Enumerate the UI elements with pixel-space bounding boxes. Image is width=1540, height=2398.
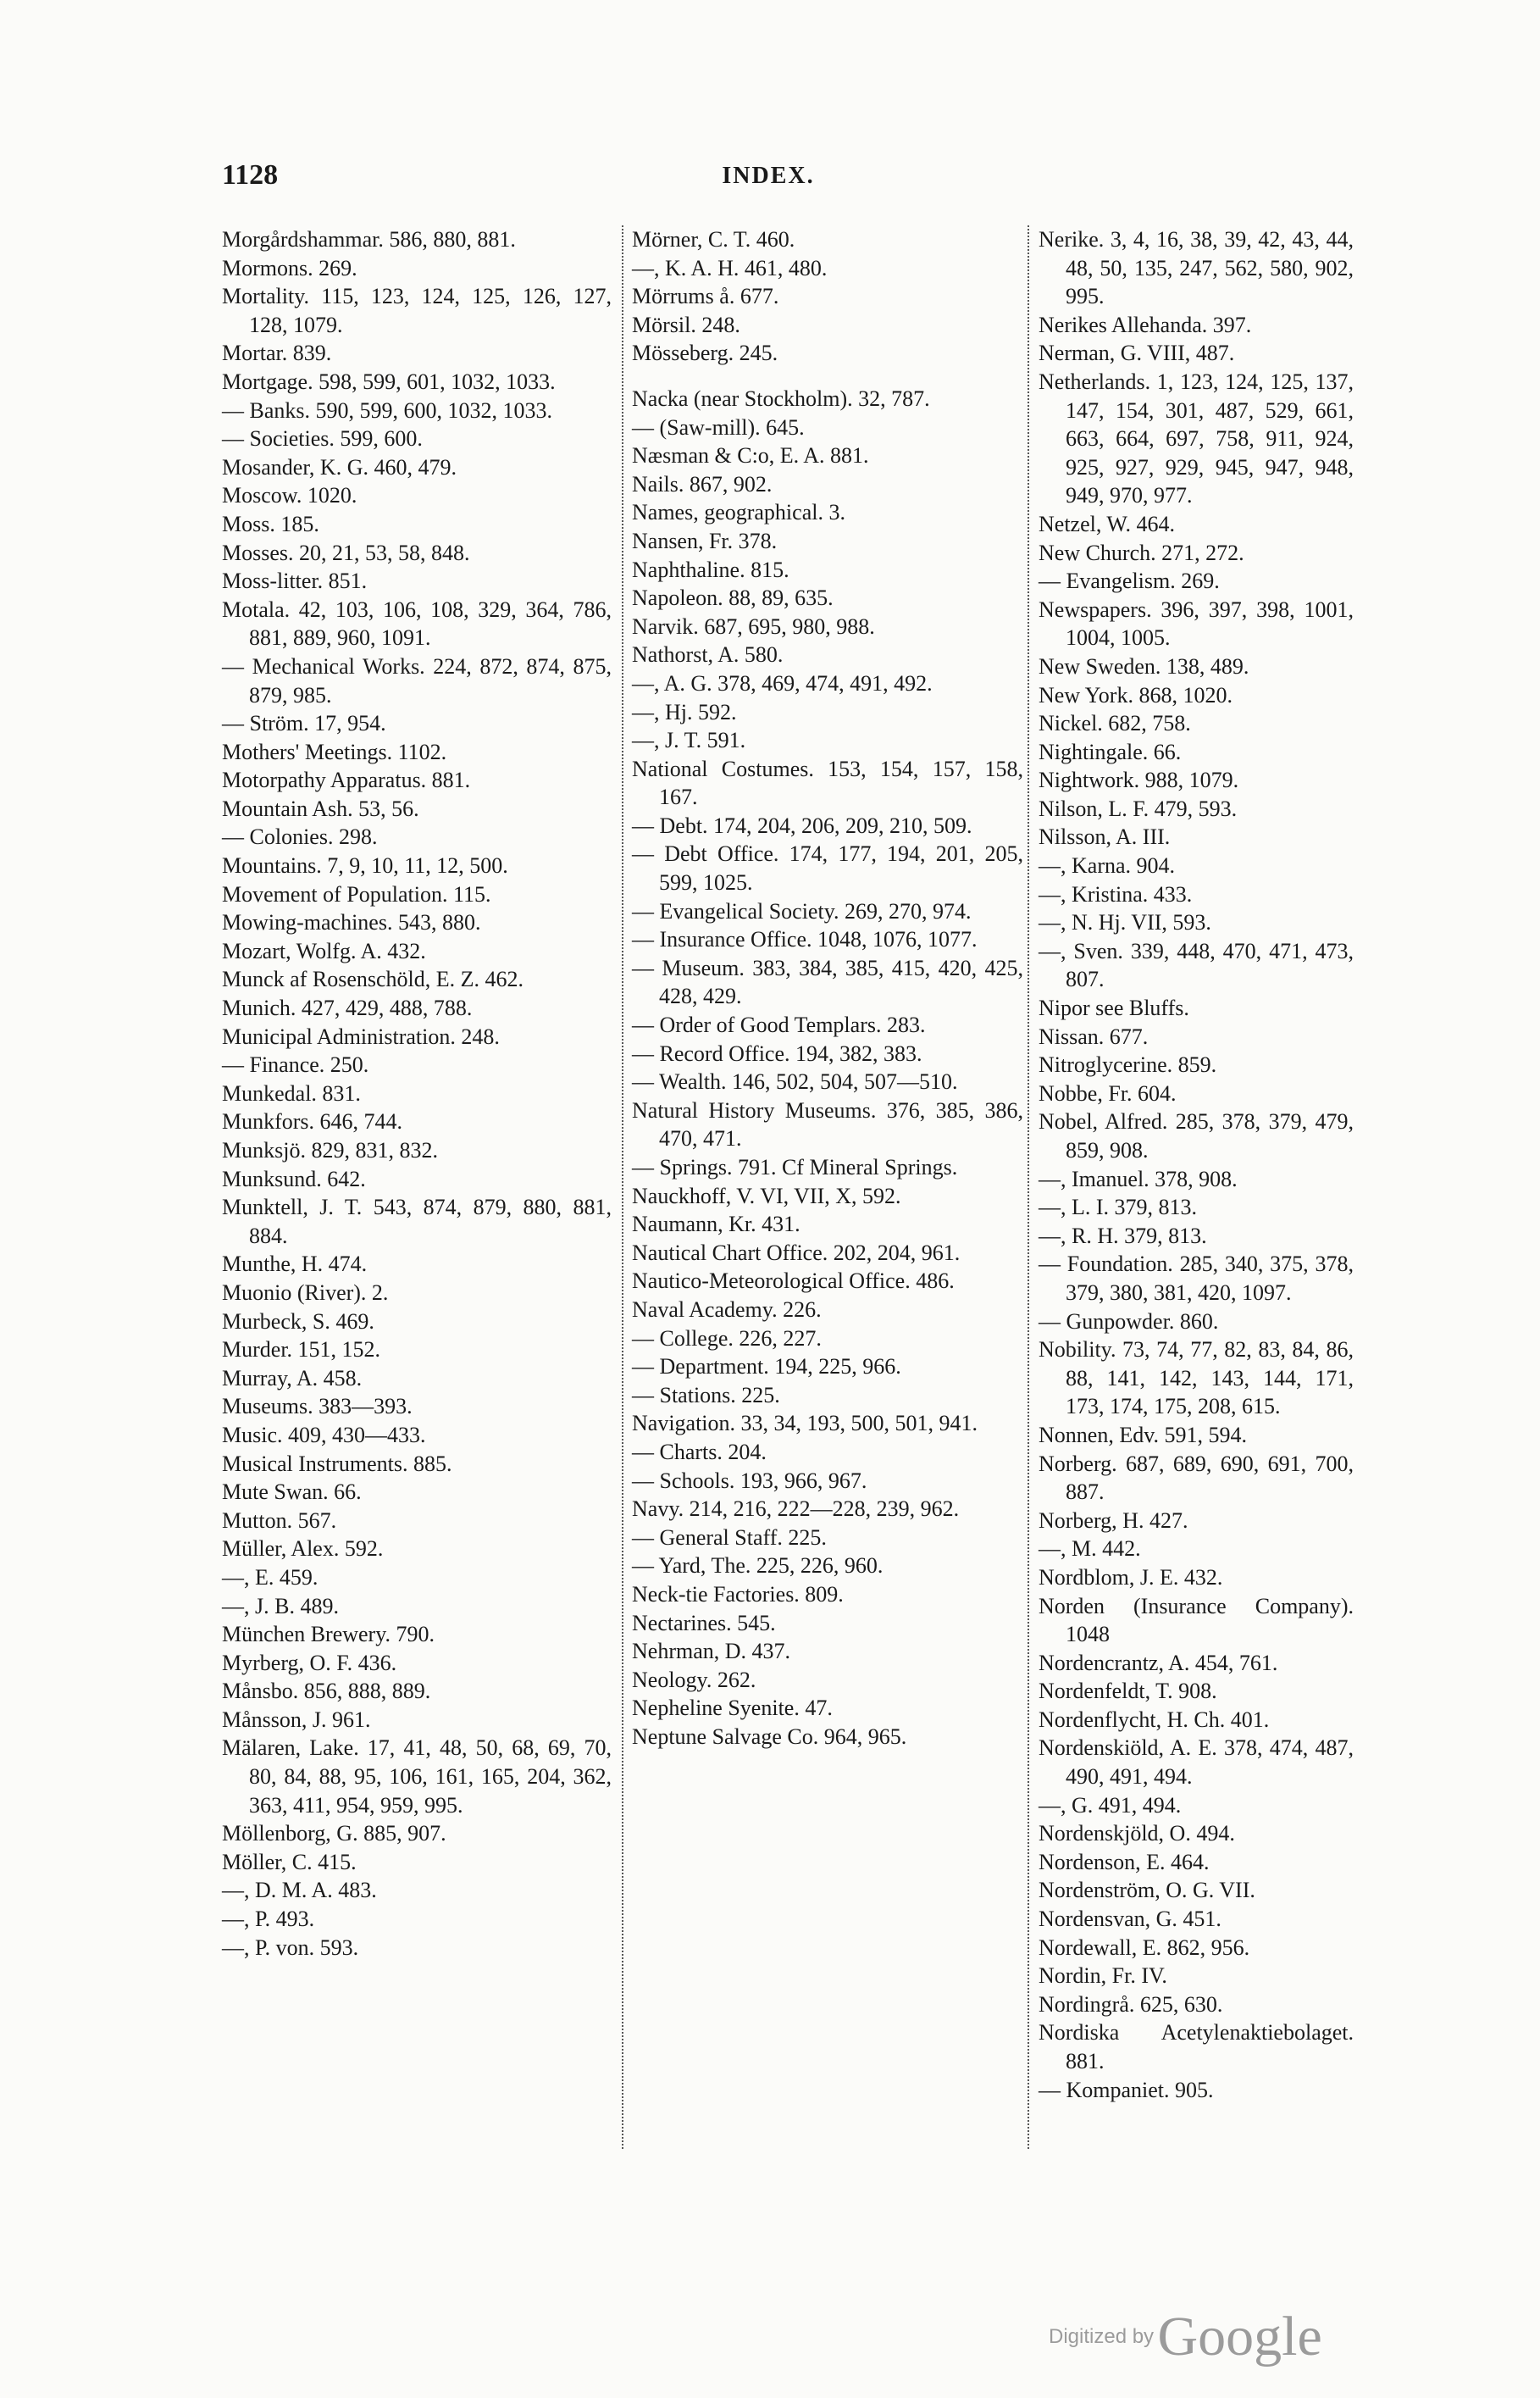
index-entry: Nordiska Acetylenaktiebolaget. 881. [1039, 2020, 1354, 2073]
index-entry: Napoleon. 88, 89, 635. [632, 586, 834, 611]
index-entry: —, P. von. 593. [222, 1934, 359, 1960]
index-entry: —, R. H. 379, 813. [1039, 1223, 1207, 1248]
index-entry: Mälaren, Lake. 17, 41, 48, 50, 68, 69, 70, 80, 84, 88, 95, 106, 161, 165, 204, 362, 363, 411, 954, 959, 995. [222, 1735, 612, 1818]
google-logo-text: Google [1157, 2306, 1322, 2367]
index-entry: Nordenflycht, H. Ch. 401. [1039, 1707, 1270, 1732]
index-entry: — (Saw-mill). 645. [632, 414, 805, 440]
index-entry: Norberg, H. 427. [1039, 1507, 1188, 1533]
index-entry: Motorpathy Apparatus. 881. [222, 768, 471, 793]
index-entry: Moscow. 1020. [222, 483, 357, 508]
index-entry: New Church. 271, 272. [1039, 540, 1244, 565]
index-entry: Mountain Ash. 53, 56. [222, 796, 419, 821]
index-entry: Nordenfeldt, T. 908. [1039, 1679, 1217, 1704]
index-entry: Mute Swan. 66. [222, 1479, 362, 1505]
index-entry: Munthe, H. 474. [222, 1252, 368, 1277]
index-entry: Nordin, Fr. IV. [1039, 1963, 1167, 1989]
index-entry: —, N. Hj. VII, 593. [1039, 910, 1211, 935]
index-entry: Mountains. 7, 9, 10, 11, 12, 500. [222, 853, 508, 879]
index-entry: — Societies. 599, 600. [222, 426, 423, 452]
index-entry: Månsson, J. 961. [222, 1707, 371, 1732]
index-entry: Munksund. 642. [222, 1166, 366, 1191]
index-entry: Nepheline Syenite. 47. [632, 1696, 833, 1721]
index-entry: Musical Instruments. 885. [222, 1451, 452, 1476]
index-entry: Neptune Salvage Co. 964, 965. [632, 1724, 907, 1749]
index-entry: Möllenborg, G. 885, 907. [222, 1821, 446, 1846]
index-entry: — Colonies. 298. [222, 824, 378, 850]
index-entry: Mörner, C. T. 460. [632, 227, 795, 252]
index-entry [632, 368, 1023, 385]
index-entry: Mosander, K. G. 460, 479. [222, 454, 457, 480]
index-entry: — Finance. 250. [222, 1052, 369, 1078]
index-entry: Mörsil. 248. [632, 312, 740, 337]
index-entry: Murray, A. 458. [222, 1365, 363, 1391]
index-entry: —, E. 459. [222, 1564, 319, 1590]
index-column-2 [632, 225, 1023, 1751]
index-entry: — Foundation. 285, 340, 375, 378, 379, 380, 381, 420, 1097. [1039, 1252, 1354, 1305]
digitized-by-google-watermark [1049, 2305, 1322, 2369]
index-entry: Norden (Insurance Company). 1048 [1039, 1593, 1354, 1647]
index-entry: — Record Office. 194, 382, 383. [632, 1041, 922, 1066]
index-entry: Navy. 214, 216, 222—228, 239, 962. [632, 1496, 960, 1522]
index-entry: Naphthaline. 815. [632, 557, 789, 582]
index-entry: Nectarines. 545. [632, 1610, 776, 1635]
index-entry: Myrberg, O. F. 436. [222, 1650, 397, 1675]
index-entry: Nordenskiöld, A. E. 378, 474, 487, 490, 491, 494. [1039, 1735, 1354, 1790]
index-entry: — Evangelical Society. 269, 270, 974. [632, 898, 972, 924]
index-entry: Museums. 383—393. [222, 1394, 413, 1419]
index-entry: —, J. B. 489. [222, 1593, 339, 1618]
index-entry: Nansen, Fr. 378. [632, 528, 778, 553]
index-entry: Mutton. 567. [222, 1507, 337, 1533]
index-entry: — Banks. 590, 599, 600, 1032, 1033. [222, 397, 552, 423]
index-entry: —, J. T. 591. [632, 728, 746, 753]
index-entry: Movement of Population. 115. [222, 881, 491, 907]
index-entry: Narvik. 687, 695, 980, 988. [632, 613, 875, 639]
column-divider [622, 225, 623, 2149]
index-entry: Möller, C. 415. [222, 1849, 357, 1874]
index-entry: Nacka (near Stockholm). 32, 787. [632, 386, 930, 411]
index-entry: Nordensvan, G. 451. [1039, 1907, 1221, 1932]
index-entry: Norberg. 687, 689, 690, 691, 700, 887. [1039, 1451, 1354, 1505]
index-entry: — Debt Office. 174, 177, 194, 201, 205, 599, 1025. [632, 841, 1023, 896]
index-entry: Natural History Museums. 376, 385, 386, 470, 471. [632, 1097, 1023, 1152]
index-entry: Nerikes Allehanda. 397. [1039, 312, 1252, 337]
index-entry: Nobbe, Fr. 604. [1039, 1080, 1177, 1106]
index-entry: Mowing-machines. 543, 880. [222, 910, 481, 935]
index-entry: — Mechanical Works. 224, 872, 874, 875, 879, 985. [222, 653, 612, 708]
index-entry: —, L. I. 379, 813. [1039, 1195, 1198, 1220]
index-column-3 [1039, 225, 1354, 2104]
index-entry: Netherlands. 1, 123, 124, 125, 137, 147, 154, 301, 487, 529, 661, 663, 664, 697, 758, 911, 924, 925, 927, 929, 945, 947, 948, 949, 970, 977. [1039, 369, 1354, 508]
index-entry: Nordewall, E. 862, 956. [1039, 1934, 1250, 1960]
index-entry: Müller, Alex. 592. [222, 1536, 384, 1562]
index-entry: Murbeck, S. 469. [222, 1308, 374, 1334]
index-entry: Muonio (River). 2. [222, 1279, 389, 1305]
index-entry: Nerike. 3, 4, 16, 38, 39, 42, 43, 44, 48, 50, 135, 247, 562, 580, 902, 995. [1039, 227, 1354, 309]
index-entry: Næsman & C:o, E. A. 881. [632, 443, 869, 469]
index-entry: — General Staff. 225. [632, 1524, 827, 1550]
index-entry: Nobility. 73, 74, 77, 82, 83, 84, 86, 88, 141, 142, 143, 144, 171, 173, 174, 175, 208, 615. [1039, 1337, 1354, 1419]
index-entry: Nightingale. 66. [1039, 739, 1182, 764]
index-entry: Nissan. 677. [1039, 1024, 1149, 1049]
index-entry: Munck af Rosenschöld, E. Z. 462. [222, 967, 524, 992]
index-entry: München Brewery. 790. [222, 1622, 435, 1647]
index-entry: Nautical Chart Office. 202, 204, 961. [632, 1240, 961, 1265]
index-entry: Nordenson, E. 464. [1039, 1849, 1210, 1874]
index-entry: Naumann, Kr. 431. [632, 1212, 800, 1237]
index-entry: Nitroglycerine. 859. [1039, 1052, 1217, 1078]
index-entry: Navigation. 33, 34, 193, 500, 501, 941. [632, 1411, 978, 1436]
index-entry: Mortality. 115, 123, 124, 125, 126, 127, 128, 1079. [222, 284, 612, 337]
index-entry: —, A. G. 378, 469, 474, 491, 492. [632, 670, 933, 696]
index-entry: Munkfors. 646, 744. [222, 1109, 403, 1135]
index-entry: Mozart, Wolfg. A. 432. [222, 938, 426, 963]
index-entry: Neck-tie Factories. 809. [632, 1581, 844, 1607]
index-entry: — Department. 194, 225, 966. [632, 1354, 901, 1379]
index-entry: Nails. 867, 902. [632, 471, 773, 497]
index-entry: —, P. 493. [222, 1907, 315, 1932]
index-entry: Newspapers. 396, 397, 398, 1001, 1004, 1005. [1039, 597, 1354, 651]
index-entry: Murder. 151, 152. [222, 1337, 381, 1363]
index-entry: Netzel, W. 464. [1039, 511, 1176, 536]
index-entry: —, Imanuel. 378, 908. [1039, 1166, 1238, 1191]
index-entry: Neology. 262. [632, 1667, 756, 1692]
index-entry: Mortgage. 598, 599, 601, 1032, 1033. [222, 369, 556, 394]
index-entry: Mörrums å. 677. [632, 284, 779, 309]
index-entry: — Order of Good Templars. 283. [632, 1013, 926, 1038]
index-entry: — Insurance Office. 1048, 1076, 1077. [632, 927, 978, 952]
index-entry: Nathorst, A. 580. [632, 642, 784, 668]
index-entry: —, G. 491, 494. [1039, 1792, 1182, 1818]
index-entry: Naval Academy. 226. [632, 1296, 822, 1322]
index-entry: Nordenskjöld, O. 494. [1039, 1821, 1235, 1846]
index-entry: Nonnen, Edv. 591, 594. [1039, 1422, 1248, 1447]
index-entry: — Kompaniet. 905. [1039, 2077, 1214, 2102]
index-entry: Munich. 427, 429, 488, 788. [222, 996, 473, 1021]
index-entry: Mösseberg. 245. [632, 341, 778, 366]
index-entry: — Debt. 174, 204, 206, 209, 210, 509. [632, 813, 972, 838]
index-entry: Nehrman, D. 437. [632, 1639, 791, 1664]
index-column-1 [222, 225, 612, 1962]
running-title: INDEX. [722, 163, 815, 189]
index-entry: Munkedal. 831. [222, 1080, 361, 1106]
index-entry: —, Karna. 904. [1039, 853, 1176, 879]
index-entry: —, Hj. 592. [632, 699, 737, 724]
index-entry: —, Sven. 339, 448, 470, 471, 473, 807. [1039, 938, 1354, 992]
page-header [222, 159, 1315, 202]
watermark-prefix: Digitized by [1049, 2325, 1155, 2348]
index-entry: New Sweden. 138, 489. [1039, 653, 1249, 679]
index-entry: Moss. 185. [222, 511, 319, 536]
index-entry: —, K. A. H. 461, 480. [632, 255, 828, 280]
index-entry: Mosses. 20, 21, 53, 58, 848. [222, 540, 470, 565]
index-entry: — College. 226, 227. [632, 1325, 822, 1351]
index-entry: Nordenström, O. G. VII. [1039, 1878, 1255, 1903]
index-entry: Morgårdshammar. 586, 880, 881. [222, 227, 516, 252]
index-entry: Names, geographical. 3. [632, 500, 845, 525]
index-entry: Nordblom, J. E. 432. [1039, 1564, 1223, 1590]
index-entry: Nightwork. 988, 1079. [1039, 768, 1239, 793]
index-entry: New York. 868, 1020. [1039, 682, 1233, 708]
index-entry: Nobel, Alfred. 285, 378, 379, 479, 859, 908. [1039, 1109, 1354, 1163]
index-entry: — Schools. 193, 966, 967. [632, 1468, 867, 1493]
index-entry: — Museum. 383, 384, 385, 415, 420, 425, 428, 429. [632, 955, 1023, 1009]
index-entry: —, Kristina. 433. [1039, 881, 1193, 907]
index-entry: — Gunpowder. 860. [1039, 1308, 1219, 1334]
index-entry: — Evangelism. 269. [1039, 569, 1220, 594]
index-entry: Nautico-Meteorological Office. 486. [632, 1268, 955, 1294]
index-entry: —, M. 442. [1039, 1536, 1141, 1562]
index-entry: Munksjö. 829, 831, 832. [222, 1138, 438, 1163]
page-number: 1128 [222, 159, 279, 191]
column-divider [1028, 225, 1029, 2149]
index-entry: — Ström. 17, 954. [222, 711, 386, 736]
index-entry: Nauckhoff, V. VI, VII, X, 592. [632, 1183, 901, 1208]
index-entry: National Costumes. 153, 154, 157, 158, 167. [632, 756, 1023, 810]
index-entry: — Yard, The. 225, 226, 960. [632, 1553, 884, 1579]
index-entry: Mothers' Meetings. 1102. [222, 739, 447, 764]
index-entry: — Wealth. 146, 502, 504, 507—510. [632, 1069, 958, 1095]
index-entry: Music. 409, 430—433. [222, 1422, 426, 1447]
index-entry: Nordingrå. 625, 630. [1039, 1991, 1223, 2017]
index-entry: Motala. 42, 103, 106, 108, 329, 364, 786, 881, 889, 960, 1091. [222, 597, 612, 651]
index-entry: Mormons. 269. [222, 255, 357, 280]
index-entry: Månsbo. 856, 888, 889. [222, 1679, 431, 1704]
index-entry: — Stations. 225. [632, 1382, 780, 1407]
index-entry: Nickel. 682, 758. [1039, 711, 1191, 736]
index-entry: Mortar. 839. [222, 341, 332, 366]
index-entry: Nerman, G. VIII, 487. [1039, 341, 1235, 366]
index-entry: — Springs. 791. Cf Mineral Springs. [632, 1155, 958, 1180]
index-entry: — Charts. 204. [632, 1439, 767, 1464]
index-entry: Nilsson, A. III. [1039, 824, 1171, 850]
index-entry: Nipor see Bluffs. [1039, 996, 1189, 1021]
index-entry: Nilson, L. F. 479, 593. [1039, 796, 1238, 821]
index-entry: Moss-litter. 851. [222, 569, 368, 594]
index-entry: Nordencrantz, A. 454, 761. [1039, 1650, 1278, 1675]
index-entry: Municipal Administration. 248. [222, 1024, 500, 1049]
index-entry: —, D. M. A. 483. [222, 1878, 377, 1903]
index-entry: Munktell, J. T. 543, 874, 879, 880, 881, 884. [222, 1195, 612, 1248]
